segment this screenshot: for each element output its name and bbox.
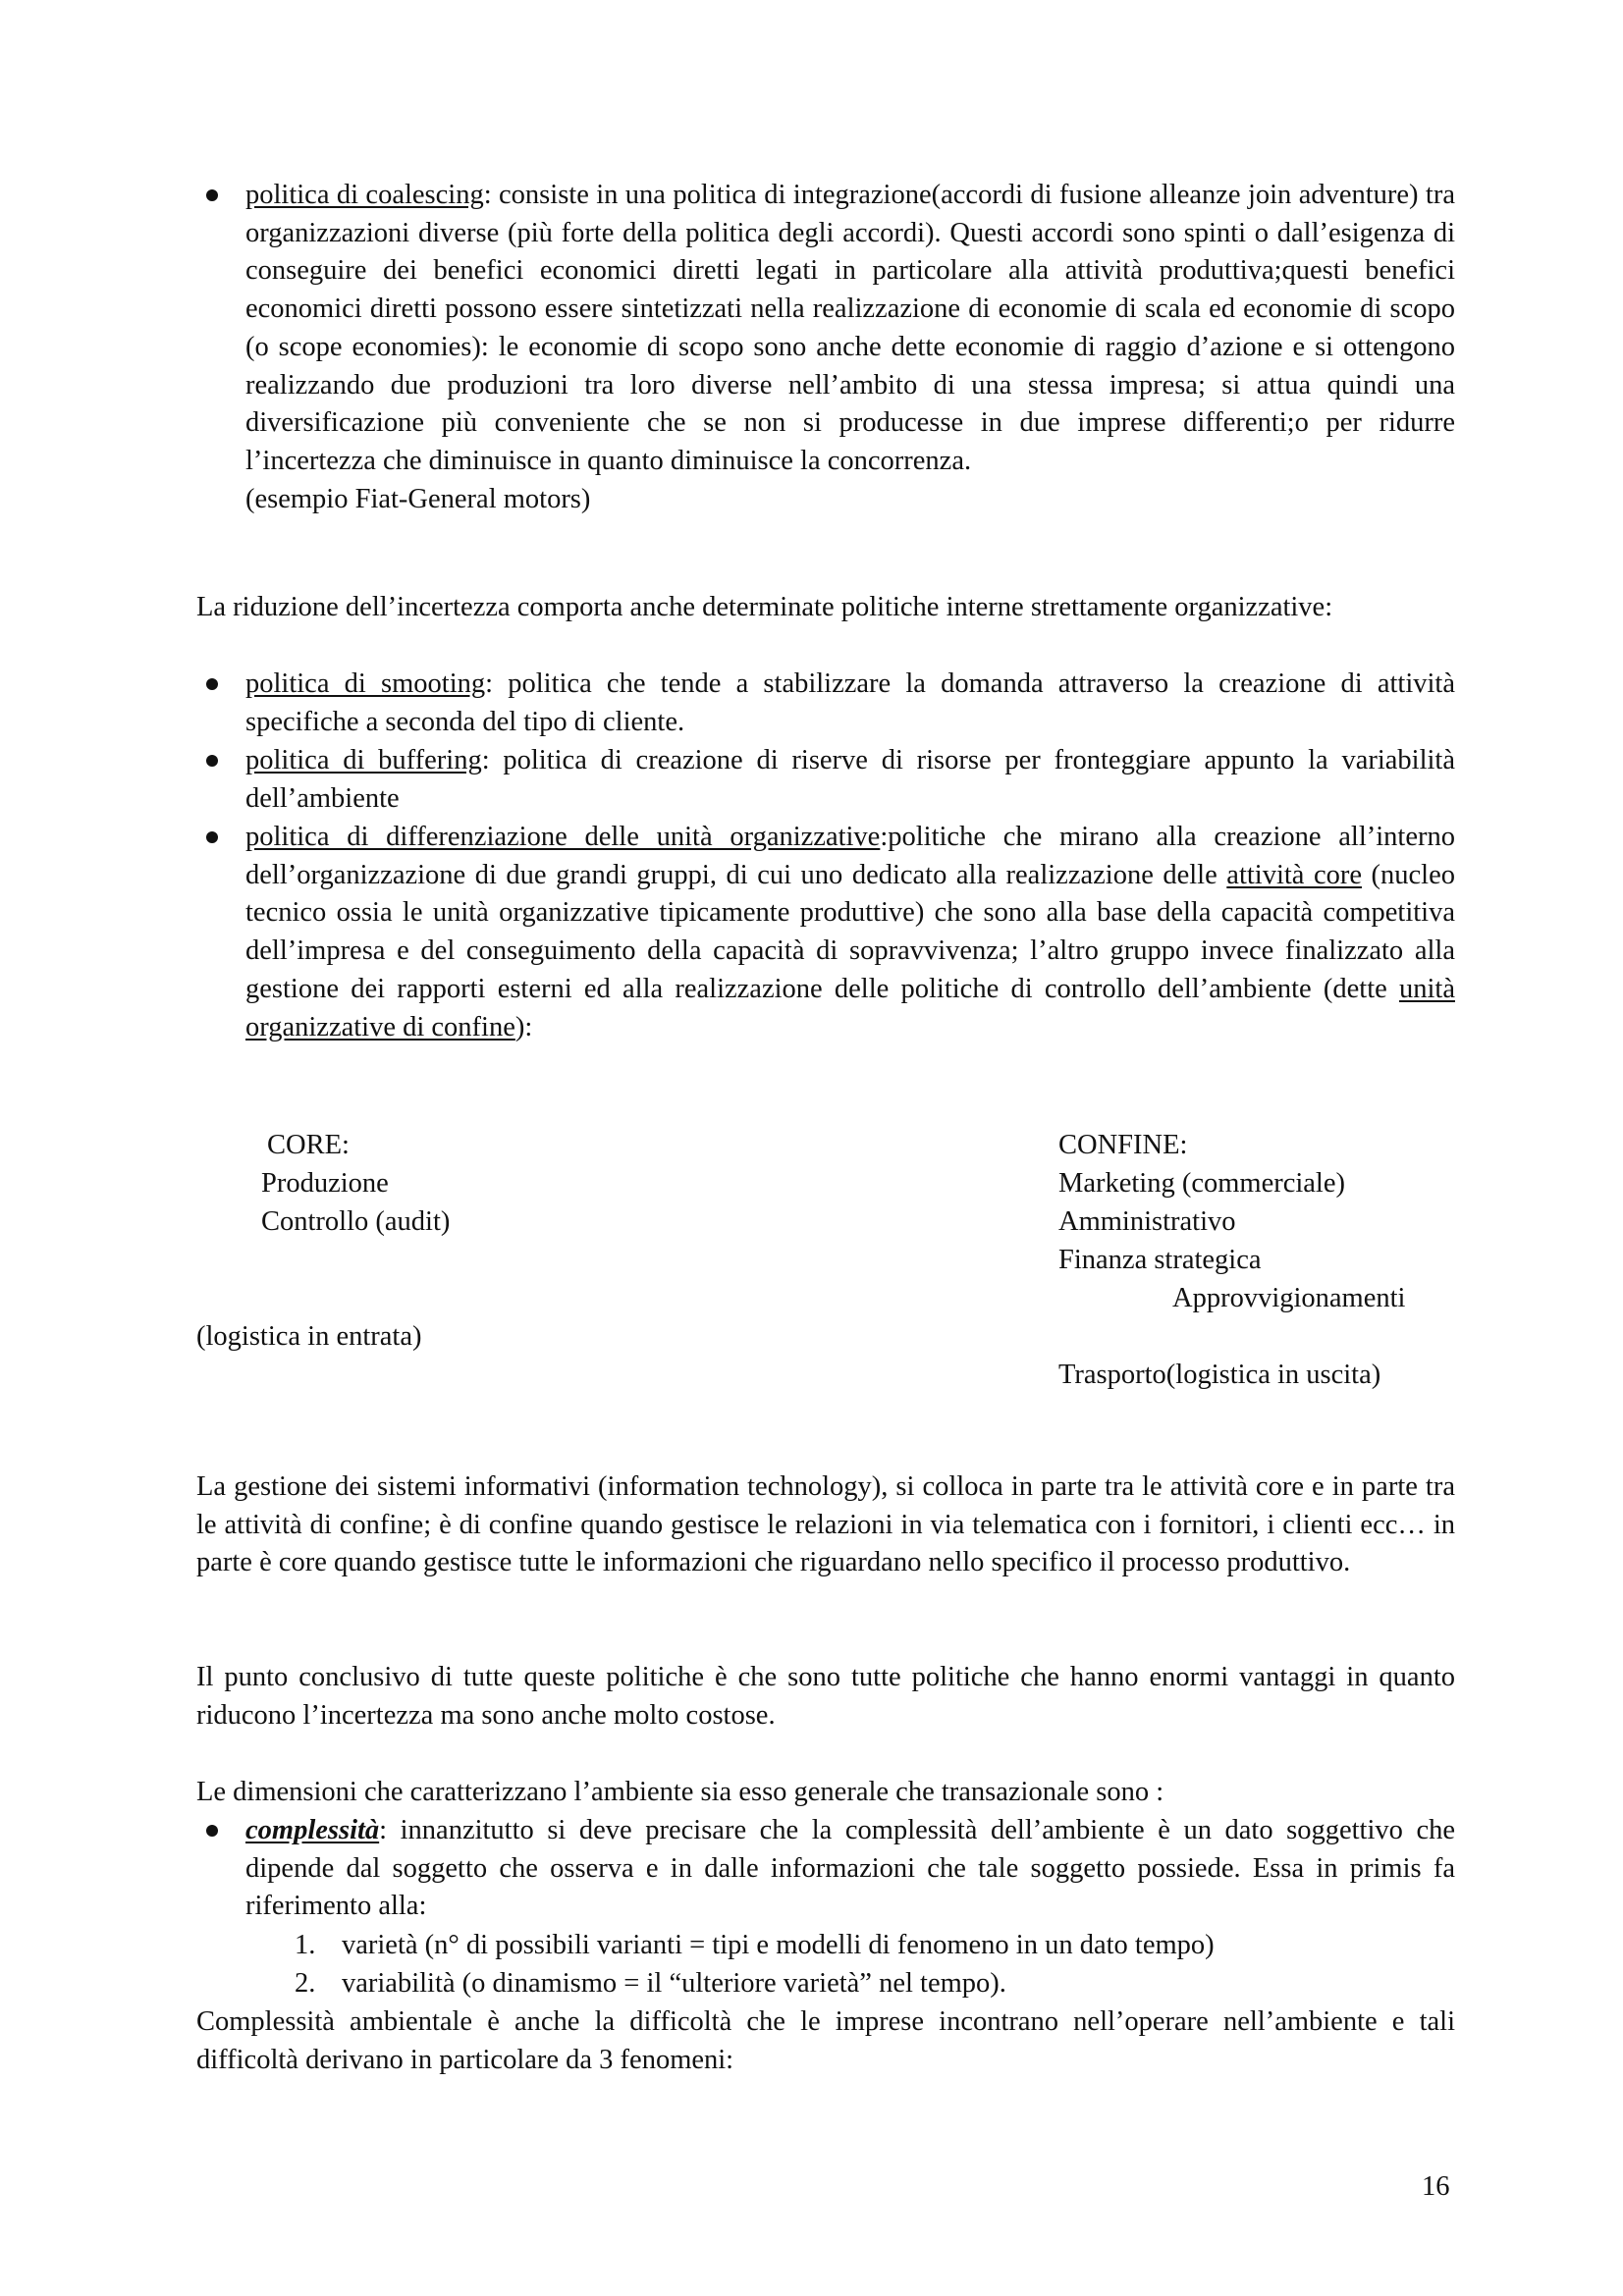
term-smooting: politica di smooting (245, 668, 486, 699)
bullet-dot (206, 831, 218, 843)
bullet-complessita (196, 1812, 1455, 1926)
smooting-text: : politica che tende a stabilizzare la domanda attraverso la creazione di attività specifiche a seconda del tipo di cliente. (245, 668, 1455, 737)
core-item-controllo: Controllo (audit) (261, 1206, 451, 1237)
bullet-dot (206, 1825, 218, 1837)
numbered-item (295, 1927, 1215, 1965)
term-attivita-core: attività core (1226, 859, 1363, 890)
confine-item-approvvigionamenti: Approvvigionamenti (1172, 1283, 1406, 1313)
coalescing-text: : consiste in una politica di integrazione(accordi di fusione alleanze join adventure) tra organizzazioni diverse (più forte della politica degli accordi). Questi accordi sono spinti o dall’esigenza di conseguire dei benefici economici diretti legati in particolare alla attività produttiva;questi benefici economici diretti possono essere sintetizzati nella realizzazione di economie di scala ed economie di scopo (o scope economies): le economie di scopo sono anche dette economie di raggio d’azione e si ottengono realizzando due produzioni tra loro diverse nell’ambito di una stessa impresa; si attua quindi una diversificazione più conveniente che se non si producesse in due imprese differenti;o per ridurre l’incertezza che diminuisce in quanto diminuisce la concorrenza. (245, 180, 1455, 476)
confine-item-marketing: Marketing (commerciale) (1058, 1168, 1345, 1199)
term-buffering: politica di buffering (245, 745, 482, 775)
term-differenziazione: politica di differenziazione delle unità organizzative (245, 822, 881, 852)
final-paragraph: Complessità ambientale è anche la difficoltà che le imprese incontrano nell’operare nell’ambiente e tali difficoltà derivano in particolare da 3 fenomeni: (196, 2006, 1455, 2075)
core-heading: CORE: (267, 1130, 350, 1160)
numbered-item-text: variabilità (o dinamismo = il “ulteriore varietà” nel tempo). (342, 1968, 1006, 1999)
numbered-item-text: varietà (n° di possibili varianti = tipi e modelli di fenomeno in un dato tempo) (342, 1930, 1215, 1960)
bullet-dot (206, 189, 218, 201)
bullet-text (245, 819, 1455, 1046)
bullet-coalescing (196, 177, 1455, 518)
dimensions-paragraph: Le dimensioni che caratterizzano l’ambiente sia esso generale che transazionale sono : (196, 1777, 1164, 1807)
term-unita-confine: unità organizzative di confine (245, 973, 1455, 1042)
term-coalescing: politica di coalescing (245, 180, 484, 210)
complessita-text: : innanzitutto si deve precisare che la complessità dell’ambiente è un dato soggettivo che dipende dal soggetto che osserva e in dalle informazioni che tale soggetto possiede. Essa in primis fa riferimento alla: (245, 1815, 1455, 1922)
term-complessita: complessità (245, 1815, 380, 1845)
confine-heading: CONFINE: (1058, 1130, 1188, 1160)
numbered-item-number: 2. (295, 1968, 316, 1999)
page-number: 16 (1422, 2171, 1450, 2202)
confine-item-amministrativo: Amministrativo (1058, 1206, 1236, 1237)
bullet-text (245, 742, 1455, 818)
bullet-dot (206, 678, 218, 690)
bullet-smooting (196, 666, 1455, 741)
core-item-logistica-entrata: (logistica in entrata) (196, 1321, 422, 1352)
differenziazione-text-3: ): (514, 1011, 533, 1042)
intro-internal-paragraph: La riduzione dell’incertezza comporta anche determinate politiche interne strettamente organizzative: (196, 592, 1333, 622)
differenziazione-text-2: (nucleo tecnico ossia le unità organizzative tipicamente produttive) che sono alla base della capacità competitiva dell’impresa e del conseguimento della capacità di sopravvivenza; l’altro gruppo invece finalizzato alla gestione dei rapporti esterni ed alla realizzazione delle politiche di controllo dell’ambiente (dette (245, 859, 1456, 1004)
bullet-text (245, 177, 1455, 518)
numbered-item (295, 1965, 1006, 2003)
confine-item-finanza: Finanza strategica (1058, 1245, 1262, 1275)
numbered-item-number: 1. (295, 1930, 316, 1960)
buffering-text: : politica di creazione di riserve di risorse per fronteggiare appunto la variabilità dell’ambiente (245, 745, 1456, 814)
it-paragraph: La gestione dei sistemi informativi (information technology), si colloca in parte tra le attività core e in parte tra le attività di confine; è di confine quando gestisce le relazioni in via telematica con i fornitori, i clienti ecc… in parte è core quando gestisce tutte le informazioni che riguardano nello specifico il processo produttivo. (196, 1471, 1455, 1578)
bullet-text (245, 666, 1455, 741)
confine-item-trasporto: Trasporto(logistica in uscita) (1058, 1360, 1381, 1390)
bullet-text (245, 1812, 1455, 1926)
coalescing-example: (esempio Fiat-General motors) (245, 483, 591, 514)
differenziazione-text-1: :politiche che mirano alla creazione all’interno dell’organizzazione di due grandi gruppi, di cui uno dedicato alla realizzazione delle (245, 822, 1455, 890)
core-item-produzione: Produzione (261, 1168, 389, 1199)
bullet-buffering (196, 742, 1455, 818)
conclusion-paragraph: Il punto conclusivo di tutte queste politiche è che sono tutte politiche che hanno enormi vantaggi in quanto riducono l’incertezza ma sono anche molto costose. (196, 1662, 1455, 1731)
bullet-differenziazione (196, 819, 1455, 1046)
bullet-dot (206, 755, 218, 767)
